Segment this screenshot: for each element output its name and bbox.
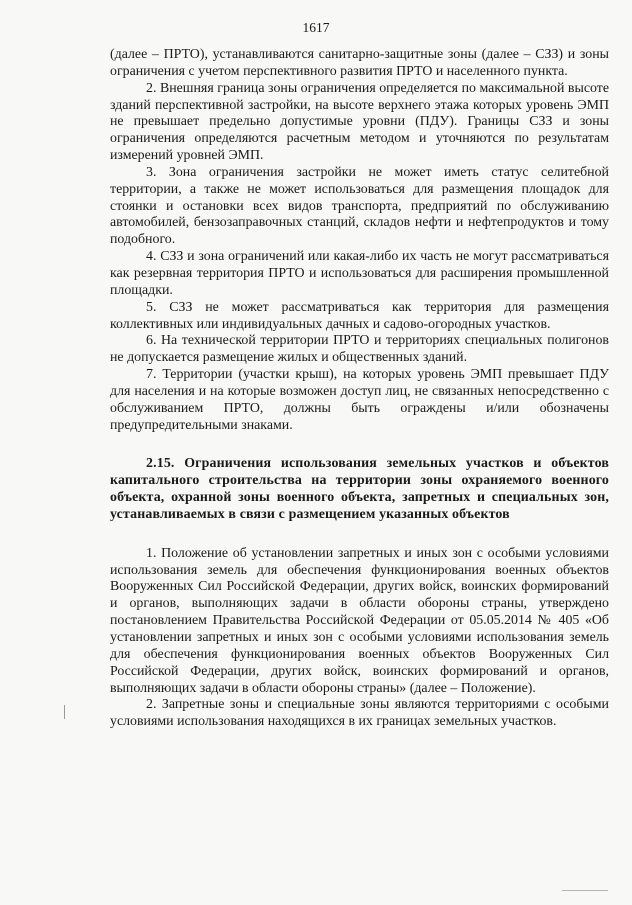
page-number: 1617 <box>302 20 330 35</box>
scan-corner-mark <box>562 890 608 891</box>
paragraph-section-item-2: 2. Запретные зоны и специальные зоны являются территориями с особыми условиями использования находящихся в их границах земельных участков. <box>110 697 609 730</box>
document-body <box>110 47 609 731</box>
paragraph-item-7: 7. Территории (участки крыш), на которых уровень ЭМП превышает ПДУ для населения и на которые возможен доступ лиц, не связанных непосредственно с обслуживанием ПРТО, должны быть ограждены и/или обозначены предупредительными знаками. <box>110 367 609 433</box>
paragraph-item-3: 3. Зона ограничения застройки не может иметь статус селитебной территории, а также не может использоваться для размещения площадок для стоянки и остановки всех видов транспорта, предприятий по обслуживанию автомобилей, бензозаправочных станций, складов нефти и нефтепродуктов и тому подобного. <box>110 164 609 248</box>
paragraph-item-6: 6. На технической территории ПРТО и территориях специальных полигонов не допускается размещение жилых и общественных зданий. <box>110 333 609 366</box>
paragraph-item-5: 5. СЗЗ не может рассматриваться как территория для размещения коллективных или индивидуальных дачных и садово-огородных участков. <box>110 299 609 332</box>
paragraph-section-item-1: 1. Положение об установлении запретных и иных зон с особыми условиями использования земель для обеспечения функционирования военных объектов Вооруженных Сил Российской Федерации, других войск, воинских формирований и органов, выполняющих задачи в области обороны страны, утверждено постановлением Правительства Российской Федерации от 05.05.2014 № 405 «Об установлении запретных и иных зон с особыми условиями использования земель для обеспечения функционирования военных объектов Вооруженных Сил Российской Федерации, других войск, воинских формирований и органов, выполняющих задачи в области обороны страны» (далее – Положение). <box>110 545 609 696</box>
scan-margin-mark <box>64 705 65 719</box>
paragraph-continuation: (далее – ПРТО), устанавливаются санитарно-защитные зоны (далее – СЗЗ) и зоны ограничения с учетом перспективного развития ПРТО и населенного пункта. <box>110 47 609 79</box>
section-heading: 2.15. Ограничения использования земельных участков и объектов капитального строительства на территории зоны охраняемого военного объекта, охранной зоны военного объекта, запретных и специальных зон, устанавливаемых в связи с размещением указанных объектов <box>110 456 609 522</box>
paragraph-item-4: 4. СЗЗ и зона ограничений или какая-либо их часть не могут рассматриваться как резервная территория ПРТО и использоваться для расширения промышленной площадки. <box>110 249 609 298</box>
paragraph-item-2: 2. Внешняя граница зоны ограничения определяется по максимальной высоте зданий перспективной застройки, на высоте верхнего этажа которых уровень ЭМП не превышает предельно допустимые уровни (ПДУ). Границы СЗЗ и зоны ограничения определяются расчетным методом и уточняются по результатам измерений уровней ЭМП. <box>110 80 609 164</box>
